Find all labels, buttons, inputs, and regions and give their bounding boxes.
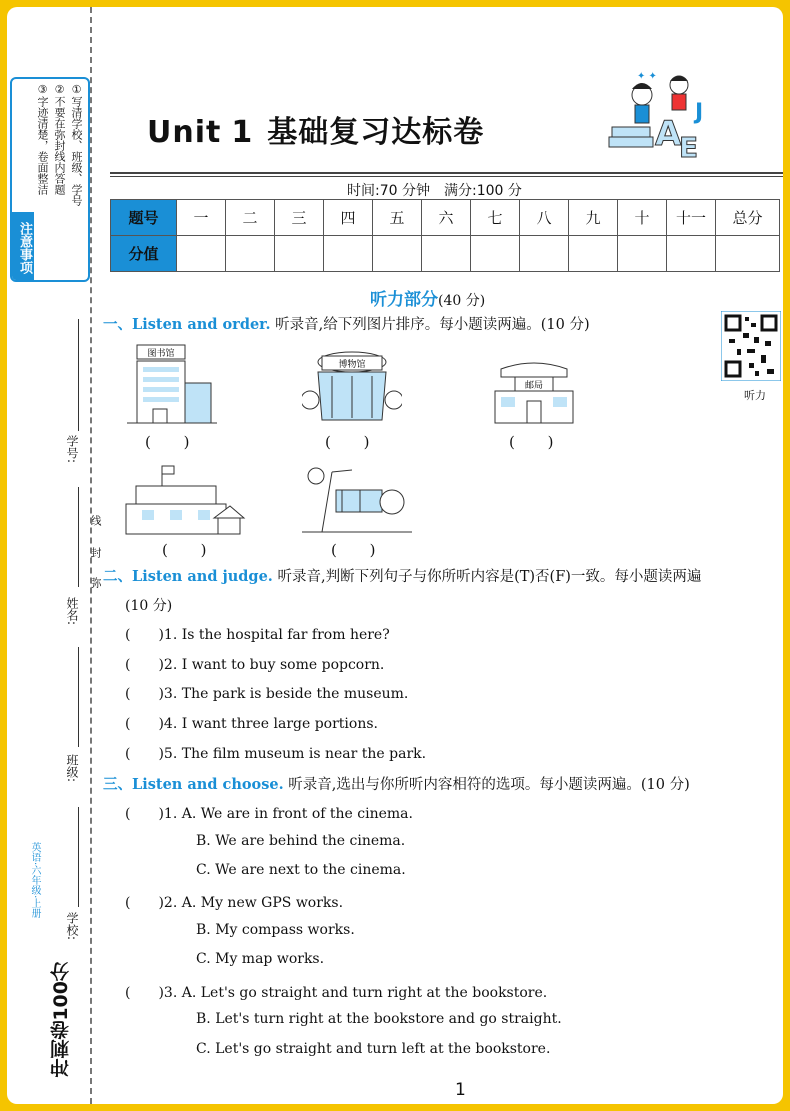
q2-number: 二、 xyxy=(103,568,132,585)
notice-tag: 注意事项 xyxy=(12,212,34,280)
q1-instruction: 听录音,给下列图片排序。每小题读两遍。(10 分) xyxy=(275,317,590,333)
q3-number: 三、 xyxy=(103,776,132,793)
q3-3-option-a[interactable]: ( )3. A. Let's go straight and turn right at the bookstore. xyxy=(125,985,548,1001)
library-sign-text: 图书馆 xyxy=(147,349,175,359)
park-picture xyxy=(302,462,412,537)
q2-item-5[interactable]: ( )5. The film museum is near the park. xyxy=(125,746,427,762)
q3-3-option-b[interactable]: B. Let's turn right at the bookstore and go straight. xyxy=(196,1011,562,1027)
q3-1-option-a[interactable]: ( )1. A. We are in front of the cinema. xyxy=(125,806,413,822)
score-table-row2-label: 分值 xyxy=(111,236,177,272)
q2-item-3[interactable]: ( )3. The park is beside the museum. xyxy=(125,686,409,702)
q3-1-option-c[interactable]: C. We are next to the cinema. xyxy=(196,862,406,878)
q1-heading xyxy=(103,313,590,334)
score-table xyxy=(110,199,780,272)
score-cell[interactable] xyxy=(324,236,373,272)
student-id-label: 学号: xyxy=(65,435,79,464)
score-cell[interactable] xyxy=(667,236,716,272)
student-id-line xyxy=(78,319,79,431)
score-table-row1-label: 题号 xyxy=(111,200,177,236)
q3-2-option-c[interactable]: C. My map works. xyxy=(196,951,325,967)
title-text: 基础复习达标卷 xyxy=(267,115,485,150)
q3-1-option-b[interactable]: B. We are behind the cinema. xyxy=(196,833,406,849)
q3-2-option-b[interactable]: B. My compass works. xyxy=(196,922,355,938)
score-col-2: 二 xyxy=(226,200,275,236)
notice-item-1: ①写清学校、班级、学号 xyxy=(70,83,83,206)
score-cell[interactable] xyxy=(422,236,471,272)
score-cell[interactable] xyxy=(275,236,324,272)
qr-label: 听力 xyxy=(744,389,766,402)
q3-instruction: 听录音,选出与你所听内容相符的选项。每小题读两遍。(10 分) xyxy=(288,777,690,793)
exam-page xyxy=(7,7,783,1104)
score-col-11: 十一 xyxy=(667,200,716,236)
title-rule xyxy=(110,172,783,174)
q3-english: Listen and choose. xyxy=(132,776,284,793)
page-title xyxy=(147,107,484,151)
score-col-10: 十 xyxy=(618,200,667,236)
listening-section-title xyxy=(370,285,485,310)
exam-full-score: 满分:100 分 xyxy=(443,183,522,199)
class-line xyxy=(78,647,79,747)
score-col-4: 四 xyxy=(324,200,373,236)
q2-points: (10 分) xyxy=(125,598,173,614)
score-cell[interactable] xyxy=(177,236,226,272)
seal-mi: 弥 xyxy=(89,577,102,588)
binding-strip xyxy=(7,7,102,1104)
qr-code-icon[interactable] xyxy=(721,311,781,381)
score-cell[interactable] xyxy=(618,236,667,272)
q2-item-2[interactable]: ( )2. I want to buy some popcorn. xyxy=(125,657,385,673)
score-col-3: 三 xyxy=(275,200,324,236)
class-label: 班级: xyxy=(65,754,79,783)
score-cell[interactable] xyxy=(373,236,422,272)
q1-answer-1[interactable]: ( ) xyxy=(145,433,204,451)
school-line xyxy=(78,807,79,907)
score-table-row-values xyxy=(111,236,780,272)
q1-english: Listen and order. xyxy=(132,316,271,333)
page-number: 1 xyxy=(455,1080,466,1100)
notice-item-2: ②不要在弥封线内答题 xyxy=(53,83,66,195)
seal-feng: 封 xyxy=(89,547,102,558)
seal-xian: 线 xyxy=(89,515,102,526)
listening-points: (40 分) xyxy=(438,293,486,309)
library-building-picture xyxy=(127,335,217,427)
q1-number: 一、 xyxy=(103,316,132,333)
q1-answer-4[interactable]: ( ) xyxy=(162,541,221,559)
score-cell-total[interactable] xyxy=(716,236,780,272)
score-cell[interactable] xyxy=(226,236,275,272)
q2-heading xyxy=(103,565,701,586)
title-rule-thin xyxy=(110,176,783,177)
q1-answer-3[interactable]: ( ) xyxy=(509,433,568,451)
brand-title: 冲刺卷100分 xyxy=(50,962,72,1078)
q2-instruction: 听录音,判断下列句子与你所听内容是(T)否(F)一致。每小题读两遍 xyxy=(277,569,702,585)
notice-box xyxy=(10,77,90,282)
score-table-row-header xyxy=(111,200,780,236)
q1-answer-2[interactable]: ( ) xyxy=(325,433,384,451)
score-cell[interactable] xyxy=(520,236,569,272)
svg-text:✦ ✦: ✦ ✦ xyxy=(637,71,657,82)
listening-title: 听力部分 xyxy=(370,290,438,310)
kids-letters-illustration xyxy=(597,67,707,167)
post-office-sign-text: 邮局 xyxy=(524,381,544,391)
score-col-total: 总分 xyxy=(716,200,780,236)
score-col-5: 五 xyxy=(373,200,422,236)
q3-2-option-a[interactable]: ( )2. A. My new GPS works. xyxy=(125,895,344,911)
q2-item-1[interactable]: ( )1. Is the hospital far from here? xyxy=(125,627,390,643)
name-line xyxy=(78,487,79,587)
post-office-picture xyxy=(487,357,582,427)
school-label: 学校: xyxy=(65,912,79,941)
score-col-7: 七 xyxy=(471,200,520,236)
brand-subtitle: 英语·六年级·上册 xyxy=(29,842,40,919)
score-col-8: 八 xyxy=(520,200,569,236)
score-col-9: 九 xyxy=(569,200,618,236)
score-cell[interactable] xyxy=(471,236,520,272)
museum-building-picture xyxy=(302,342,402,427)
q2-item-4[interactable]: ( )4. I want three large portions. xyxy=(125,716,378,732)
svg-text:A: A xyxy=(655,114,682,154)
q3-3-option-c[interactable]: C. Let's go straight and turn left at the bookstore. xyxy=(196,1041,551,1057)
score-cell[interactable] xyxy=(569,236,618,272)
title-unit-number: 1 xyxy=(231,115,254,150)
exam-meta xyxy=(347,180,522,200)
school-building-picture xyxy=(122,462,247,537)
notice-item-3: ③字迹清楚，卷面整洁 xyxy=(36,83,49,195)
title-unit: Unit xyxy=(147,115,222,150)
q3-heading xyxy=(103,773,690,794)
q1-answer-5[interactable]: ( ) xyxy=(331,541,390,559)
score-col-1: 一 xyxy=(177,200,226,236)
svg-text:E: E xyxy=(679,131,699,164)
svg-text:J: J xyxy=(695,100,704,125)
museum-sign-text: 博物馆 xyxy=(338,360,366,370)
score-col-6: 六 xyxy=(422,200,471,236)
exam-time: 时间:70 分钟 xyxy=(347,183,430,199)
name-label: 姓名: xyxy=(65,597,79,626)
seal-dashed-line xyxy=(90,7,92,1104)
q2-english: Listen and judge. xyxy=(132,568,273,585)
